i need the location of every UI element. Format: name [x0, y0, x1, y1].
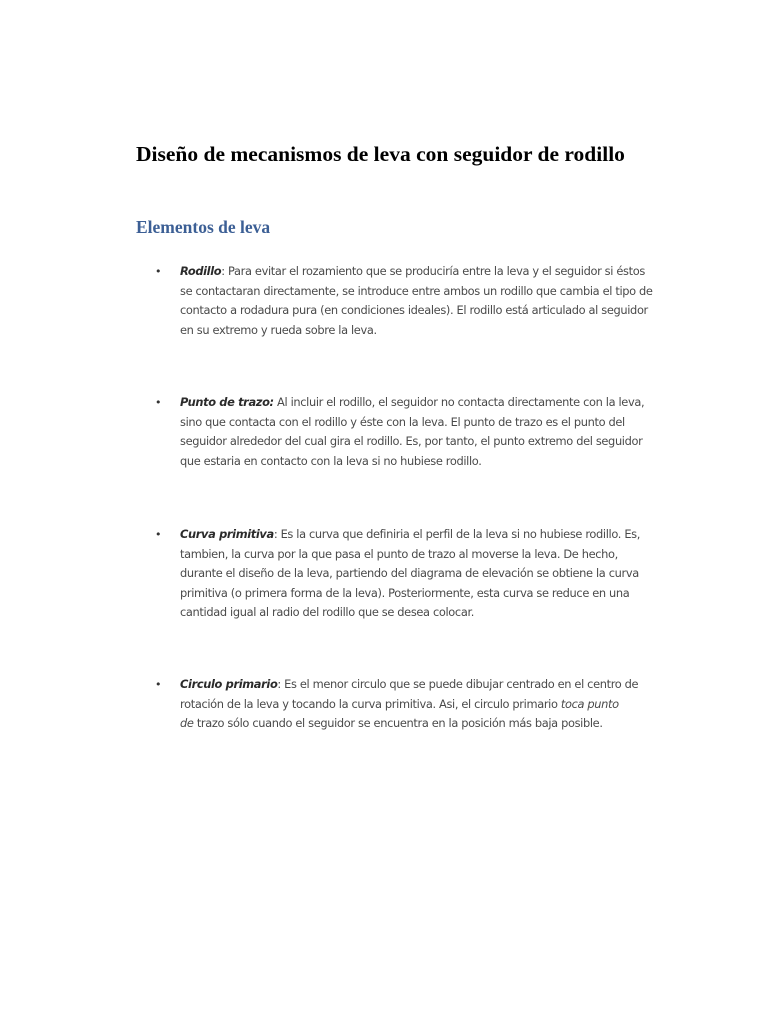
item-line: contacto a rodadura pura (en condiciones ideales). El rodillo está articulado al seguidor [180, 303, 648, 317]
list-item-text [180, 393, 672, 471]
item-definition-start: : Para evitar el rozamiento que se produciría entre la leva y el seguidor si éstos [221, 264, 645, 278]
item-line [180, 262, 672, 282]
item-definition-start: Al incluir el rodillo, el seguidor no contacta directamente con la leva, [273, 395, 645, 409]
item-term: Punto de trazo: [180, 395, 274, 409]
item-text-italic: toca punto [560, 696, 619, 711]
item-text-italic: de [180, 716, 194, 730]
bullet-icon: • [155, 528, 162, 541]
item-line: sino que contacta con el rodillo y éste con la leva. El punto de trazo es el punto del [180, 414, 625, 429]
item-term: Circulo primario [180, 677, 278, 691]
bullet-icon: • [155, 678, 162, 691]
list-item-text [180, 262, 672, 340]
item-text-plain: rotación de la leva y tocando la curva primitiva. Asi, el circulo primario [180, 696, 561, 711]
item-line [180, 714, 672, 734]
item-definition-start: : Es el menor circulo que se puede dibujar centrado en el centro de [277, 677, 639, 691]
item-line [180, 695, 672, 715]
item-line: se contactaran directamente, se introduce entre ambos un rodillo que cambia el tipo de [180, 283, 653, 298]
item-line: primitiva (o primera forma de la leva). Posteriormente, esta curva se reduce en una [180, 585, 630, 600]
item-term: Curva primitiva [180, 527, 274, 541]
list-item-text [180, 675, 672, 734]
item-line: que estaria en contacto con la leva si no hubiese rodillo. [180, 453, 482, 468]
item-line: en su extremo y rueda sobre la leva. [180, 322, 377, 337]
item-line: cantidad igual al radio del rodillo que se desea colocar. [180, 605, 475, 619]
item-text-plain: trazo sólo cuando el seguidor se encuentra en la posición más baja posible. [193, 716, 603, 730]
item-line [180, 675, 672, 695]
section-heading: Elementos de leva [136, 217, 271, 237]
item-line [180, 393, 672, 413]
page-title: Diseño de mecanismos de leva con seguidor de rodillo [136, 142, 625, 166]
item-term: Rodillo [180, 264, 222, 278]
item-line: tambien, la curva por la que pasa el punto de trazo al moverse la leva. De hecho, [180, 546, 618, 561]
bullet-icon: • [155, 265, 162, 278]
item-line [180, 525, 672, 545]
item-definition-start: : Es la curva que definiria el perfil de la leva si no hubiese rodillo. Es, [273, 527, 641, 541]
item-line: durante el diseño de la leva, partiendo del diagrama de elevación se obtiene la curva [180, 566, 639, 580]
list-item-text [180, 525, 672, 623]
item-line: seguidor alrededor del cual gira el rodillo. Es, por tanto, el punto extremo del seguidor [180, 434, 643, 448]
bullet-icon: • [155, 396, 162, 409]
